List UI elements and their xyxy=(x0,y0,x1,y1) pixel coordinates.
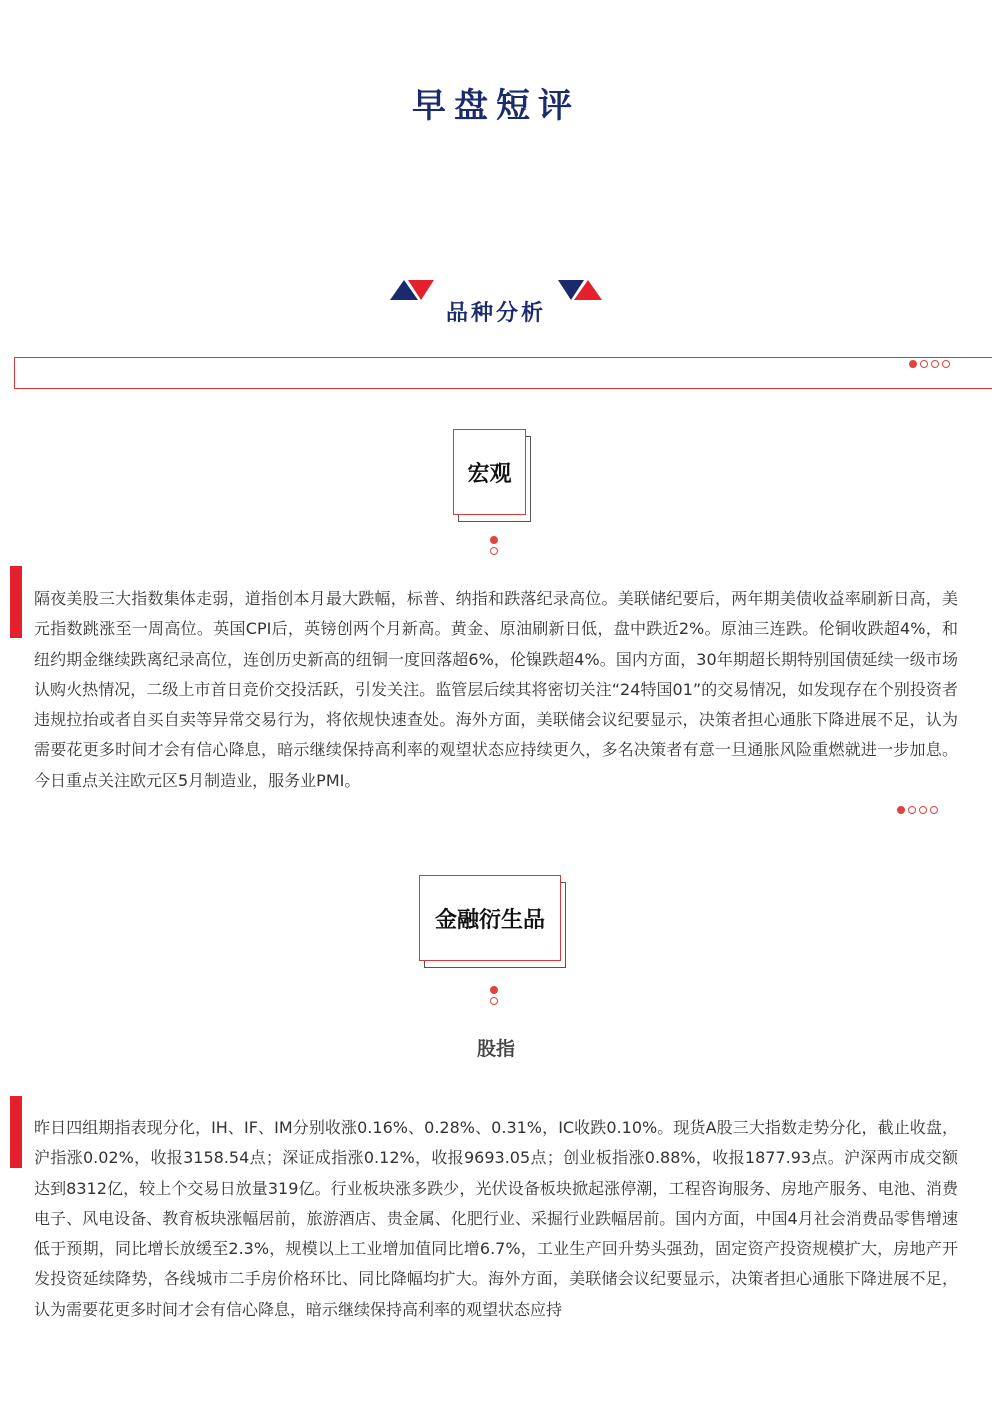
macro-accent-bar xyxy=(10,566,22,638)
section-heading: 品种分析 xyxy=(445,301,546,326)
banner-dots-icon xyxy=(909,360,950,368)
derivatives-label: 金融衍生品 xyxy=(419,875,561,961)
macro-tag xyxy=(453,429,526,515)
derivatives-paragraph: 昨日四组期指表现分化，IH、IF、IM分别收涨0.16%、0.28%、0.31%，IC收跌0.10%。现货A股三大指数走势分化，截止收盘，沪指涨0.02%，收报3158.54点；深证成指涨0.12%，收报9693.05点；创业板指涨0.88%，收报1877.93点。沪深两市成交额达到8312亿，较上个交易日放量319亿。行业板块涨多跌少，光伏设备板块掀起涨停潮，工程咨询服务、房地产服务、电池、消费电子、风电设备、教育板块涨幅居前，旅游酒店、贵金属、化肥行业、采掘行业跌幅居前。国内方面，中国4月社会消费品零售增速低于预期，同比增长放缓至2.3%，规模以上工业增加值同比增6.7%，工业生产回升势头强劲，固定资产投资规模扩大，房地产开发投资延续降势，各线城市二手房价格环比、同比降幅均扩大。海外方面，美联储会议纪要显示，决策者担心通胀下降进展不足，认为需要花更多时间才会有信心降息，暗示继续保持高利率的观望状态应持 xyxy=(34,1118,958,1319)
section-banner xyxy=(14,357,992,389)
macro-label: 宏观 xyxy=(453,429,526,515)
macro-end-dots-icon xyxy=(897,806,938,814)
stock-index-subheading: 股指 xyxy=(476,1038,515,1060)
derivatives-connector-dots-icon xyxy=(490,986,498,1005)
macro-connector-dots-icon xyxy=(490,536,498,555)
derivatives-accent-bar xyxy=(10,1096,22,1168)
document-title: 早盘短评 xyxy=(412,86,580,126)
macro-paragraph: 隔夜美股三大指数集体走弱，道指创本月最大跌幅，标普、纳指和跌落纪录高位。美联储纪要后，两年期美债收益率刷新日高，美元指数跳涨至一周高位。英国CPI后，英镑创两个月新高。黄金、原油刷新日低，盘中跌近2%。原油三连跌。伦铜收跌超4%，和纽约期金继续跌离纪录高位，连创历史新高的纽铜一度回落超6%，伦镍跌超4%。国内方面，30年期超长期特别国债延续一级市场认购火热情况，二级上市首日竞价交投活跃，引发关注。监管层后续其将密切关注“24特国01”的交易情况，如发现存在个别投资者违规拉抬或者自买自卖等异常交易行为，将依规快速查处。海外方面，美联储会议纪要显示，决策者担心通胀下降进展不足，认为需要花更多时间才会有信心降息，暗示继续保持高利率的观望状态应持续更久，多名决策者有意一旦通胀风险重燃就进一步加息。今日重点关注欧元区5月制造业，服务业PMI。 xyxy=(34,589,958,790)
derivatives-tag xyxy=(419,875,561,961)
